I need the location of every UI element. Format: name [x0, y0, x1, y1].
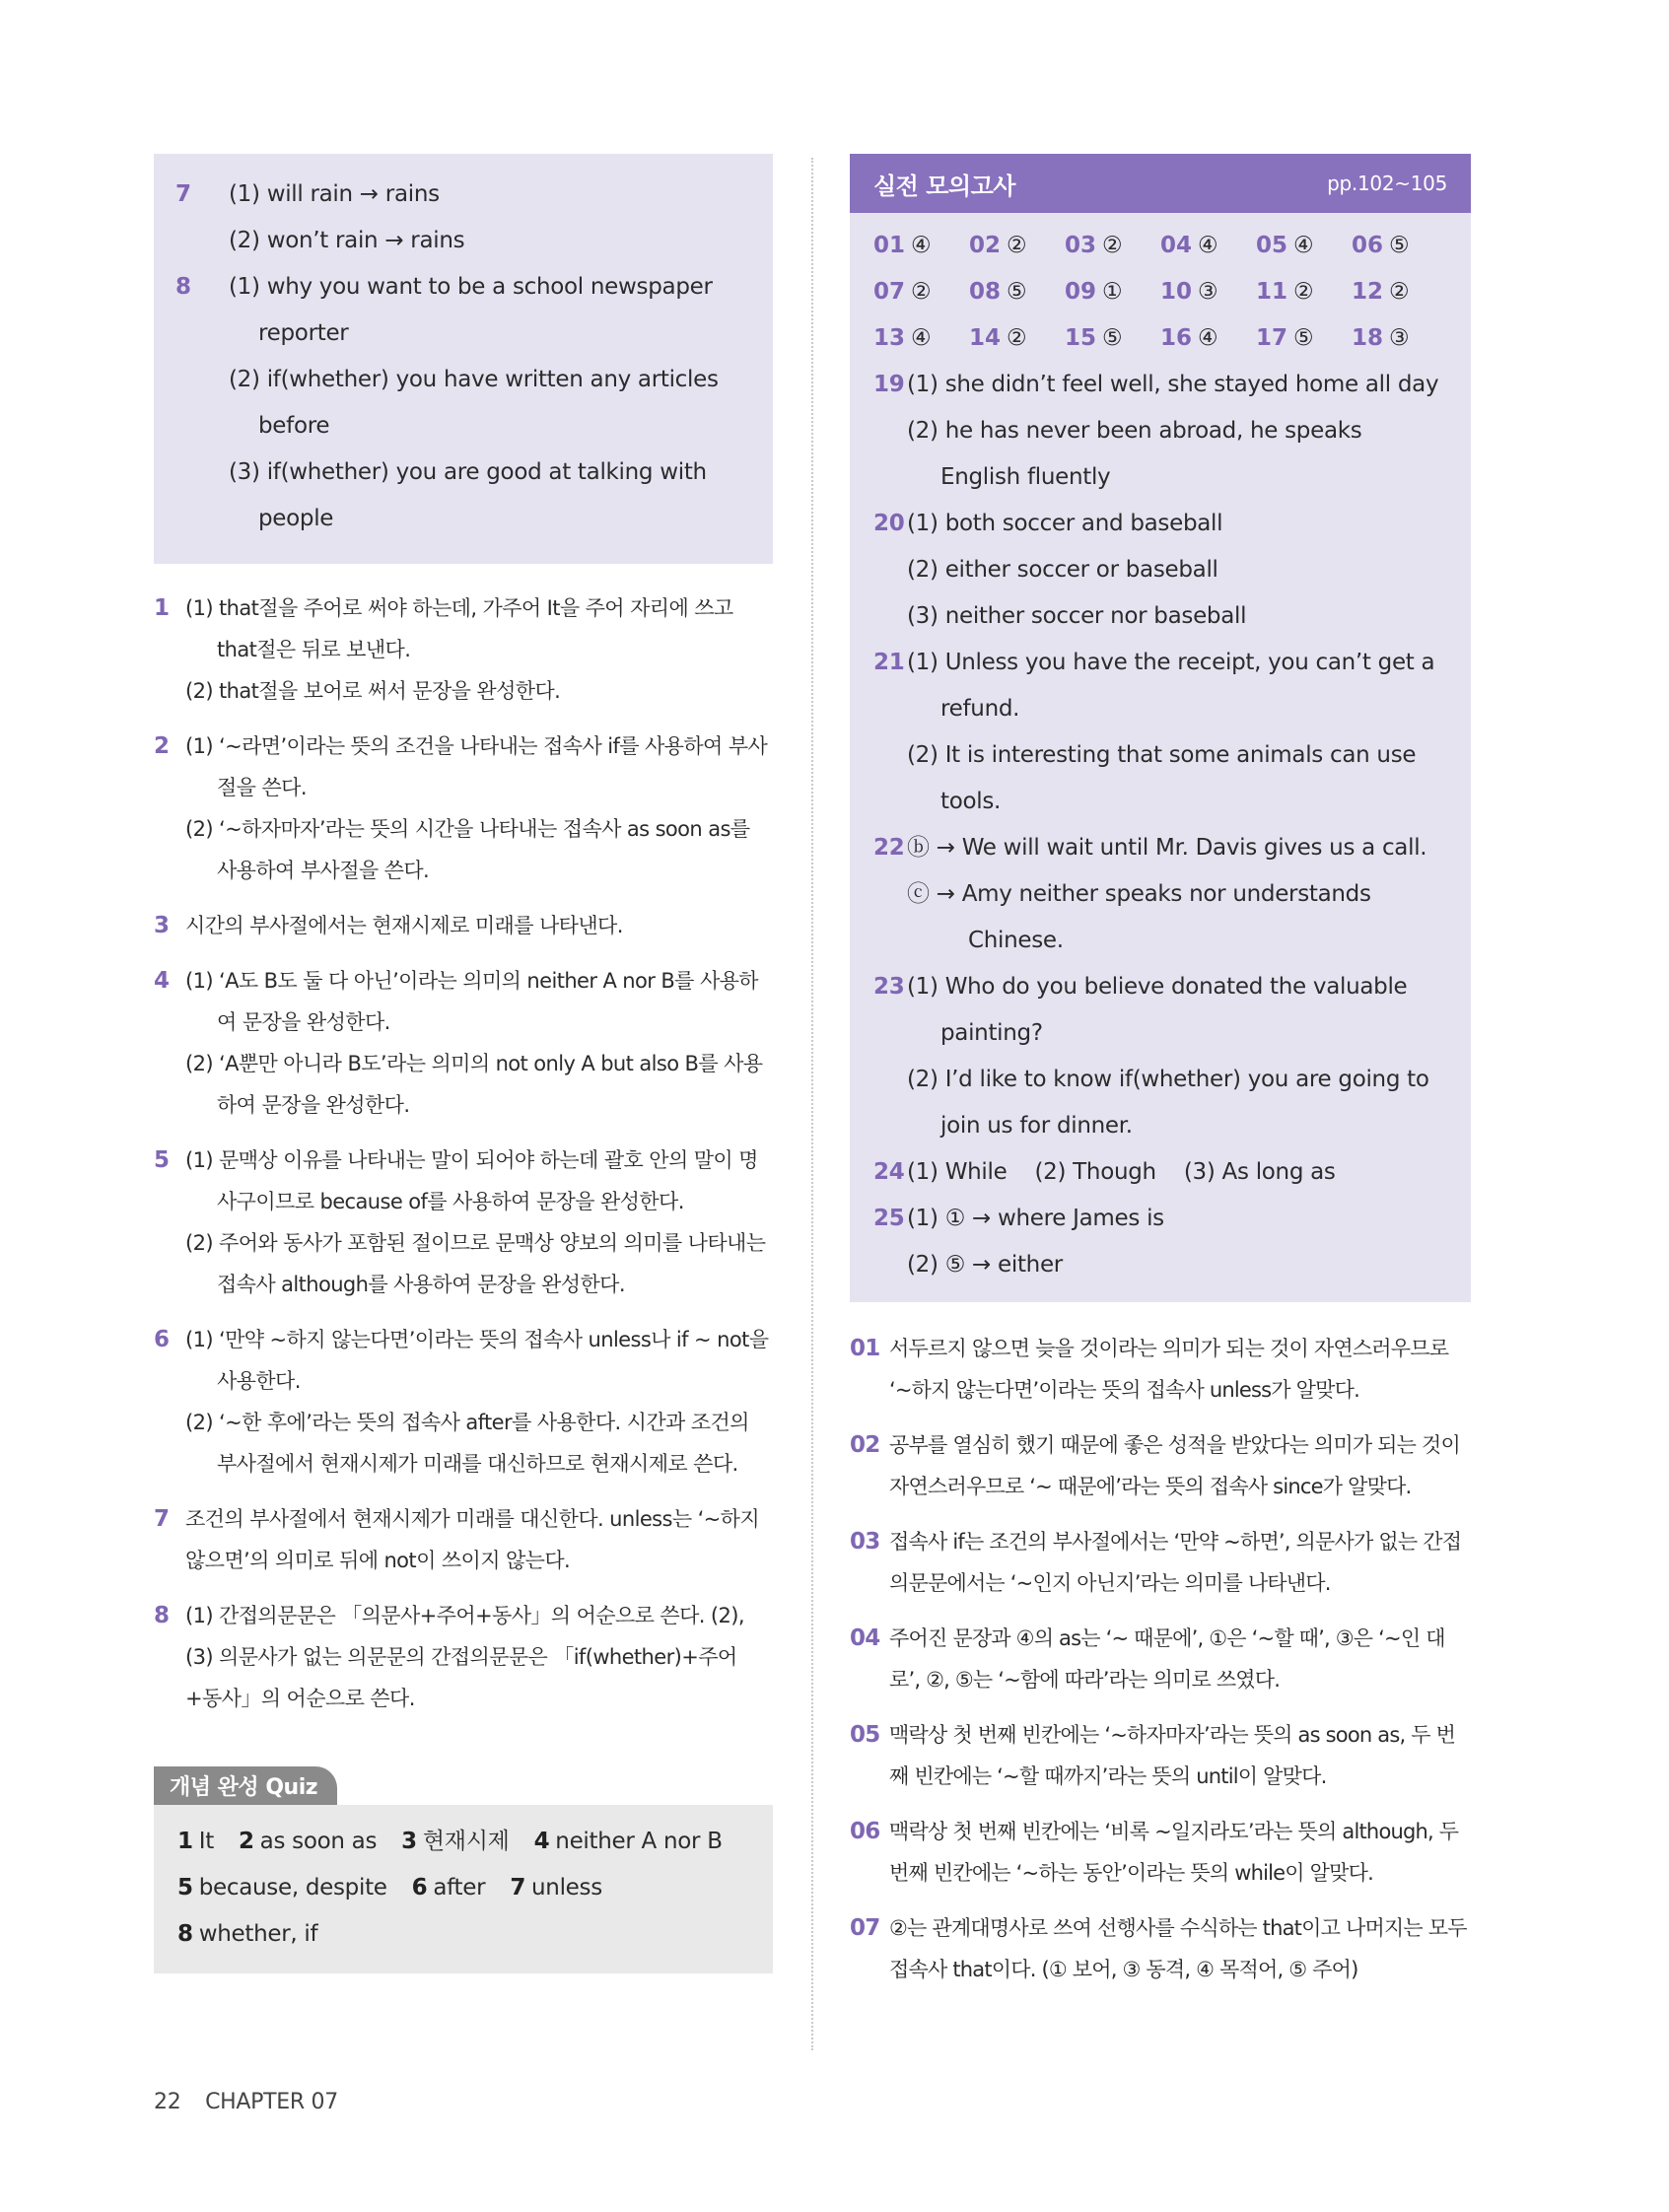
written-text: ⓒ → Amy neither speaks nor understands Chinese. [907, 881, 1371, 953]
explanation-text: (1) ‘만약 ~하지 않는다면’이라는 뜻의 접속사 unless나 if ~ not을 사용한다. [185, 1328, 769, 1393]
mc-answer: 10 ③ [1160, 279, 1218, 305]
explanation-item [850, 1811, 1471, 1894]
quiz-row [177, 1865, 749, 1958]
explanation-number: 4 [154, 968, 170, 994]
explanation-text: (1) 문맥상 이유를 나타내는 말이 되어야 하는데 괄호 안의 말이 명사구이므로 because of를 사용하여 문장을 완성한다. [185, 1148, 758, 1213]
written-text: (1) both soccer and baseball [907, 511, 1223, 536]
mc-answer: 04 ④ [1160, 233, 1218, 258]
mc-answer: 06 ⑤ [1352, 233, 1410, 258]
explanation-text: (2) ‘A뿐만 아니라 B도’라는 의미의 not only A but also B를 사용하여 문장을 완성한다. [185, 1052, 763, 1117]
written-text: (1) ① → where James is [907, 1206, 1164, 1231]
answer-sub: (1) will rain → rains [229, 181, 440, 207]
written-number: 20 [873, 511, 905, 536]
mc-answer: 17 ⑤ [1256, 325, 1314, 351]
written-text: (2) he has never been abroad, he speaks English fluently [907, 418, 1362, 490]
explanation-number: 7 [154, 1506, 170, 1532]
exam-header [850, 154, 1471, 213]
explanation-number: 2 [154, 733, 170, 759]
written-text: ⓑ → We will wait until Mr. Davis gives us a call. [907, 835, 1427, 861]
written-text: (1) Who do you believe donated the valuable painting? [907, 974, 1408, 1046]
explanation-number: 01 [850, 1336, 880, 1361]
page-footer [154, 2090, 338, 2114]
answer-sub: (1) why you want to be a school newspaper reporter [229, 274, 713, 346]
column-divider [811, 158, 813, 2050]
exam-title: 실전 모의고사 [873, 172, 1015, 200]
explanation-text: 공부를 열심히 했기 때문에 좋은 성적을 받았다는 의미가 되는 것이 자연스러우므로 ‘~ 때문에’라는 뜻의 접속사 since가 알맞다. [889, 1433, 1460, 1498]
right-column [850, 154, 1471, 2004]
explanation-item [154, 905, 773, 946]
quiz-item: 6 after [411, 1875, 486, 1901]
explanation-item [154, 1498, 773, 1581]
written-text: (3) neither soccer nor baseball [907, 603, 1247, 629]
explanation-item [154, 588, 773, 712]
written-text: (1) she didn’t feel well, she stayed home all day [907, 372, 1439, 397]
explanation-text: 조건의 부사절에서 현재시제가 미래를 대신한다. unless는 ‘~하지 않으면’의 의미로 뒤에 not이 쓰이지 않는다. [185, 1507, 760, 1572]
explanation-item [154, 726, 773, 891]
explanation-text: ②는 관계대명사로 쓰여 선행사를 수식하는 that이고 나머지는 모두 접속사 that이다. (① 보어, ③ 동격, ④ 목적어, ⑤ 주어) [889, 1916, 1467, 1981]
explanation-item [850, 1424, 1471, 1507]
explanation-number: 02 [850, 1432, 880, 1458]
explanation-text: (2) ‘~하자마자’라는 뜻의 시간을 나타내는 접속사 as soon as를 사용하여 부사절을 쓴다. [185, 817, 750, 882]
explanation-text: 맥락상 첫 번째 빈칸에는 ‘비록 ~일지라도’라는 뜻의 although, 두 번째 빈칸에는 ‘~하는 동안’이라는 뜻의 while이 알맞다. [889, 1820, 1459, 1885]
written-text: (2) either soccer or baseball [907, 557, 1218, 583]
written-text: (2) ⑤ → either [907, 1252, 1063, 1278]
explanation-item [850, 1328, 1471, 1411]
page-number: 22 [154, 2090, 181, 2114]
quiz-item: 4 neither A nor B [533, 1829, 723, 1854]
quiz-item: 5 because, despite [177, 1875, 387, 1901]
written-number: 21 [873, 650, 905, 675]
chapter-label: CHAPTER 07 [205, 2090, 338, 2114]
written-answer [873, 1196, 1447, 1288]
answer-item [175, 172, 749, 264]
written-answer [873, 501, 1447, 640]
mc-answer: 09 ① [1065, 279, 1123, 305]
explanation-number: 05 [850, 1722, 880, 1748]
explanation-item [850, 1907, 1471, 1990]
explanation-text: (2) ‘~한 후에’라는 뜻의 접속사 after를 사용한다. 시간과 조건의 부사절에서 현재시제가 미래를 대신하므로 현재시제로 쓴다. [185, 1411, 749, 1476]
answer-box [154, 154, 773, 564]
answer-number: 7 [175, 181, 191, 207]
exam-answer-box [850, 154, 1471, 1302]
mc-answer: 03 ② [1065, 233, 1123, 258]
explanation-text: (1) ‘~라면’이라는 뜻의 조건을 나타내는 접속사 if를 사용하여 부사절을 쓴다. [185, 734, 768, 799]
explanation-number: 04 [850, 1625, 880, 1651]
written-answer [873, 640, 1447, 825]
explanation-number: 8 [154, 1603, 170, 1628]
written-text: (1) Unless you have the receipt, you can’t get a refund. [907, 650, 1435, 722]
exam-body [850, 213, 1471, 1302]
answer-sub: (2) if(whether) you have written any articles before [229, 367, 719, 439]
explanation-list [154, 588, 773, 1719]
mc-answer: 13 ④ [873, 325, 932, 351]
written-answer [873, 1149, 1447, 1196]
written-number: 19 [873, 372, 905, 397]
answer-sub: (2) won’t rain → rains [229, 228, 465, 253]
mc-answer: 11 ② [1256, 279, 1314, 305]
explanation-text: (1) 간접의문문은 「의문사+주어+동사」의 어순으로 쓴다. (2), (3) 의문사가 없는 의문문의 간접의문문은 「if(whether)+주어+동사」의 어순으로 쓴다. [185, 1604, 744, 1710]
explanation-item [850, 1714, 1471, 1797]
mc-answer: 18 ③ [1352, 325, 1410, 351]
explanation-number: 6 [154, 1327, 170, 1352]
explanation-text: 주어진 문장과 ④의 as는 ‘~ 때문에’, ①은 ‘~할 때’, ③은 ‘~인 대로’, ②, ⑤는 ‘~함에 따라’라는 의미로 쓰였다. [889, 1626, 1445, 1692]
explanation-number: 07 [850, 1915, 880, 1941]
mc-answer: 16 ④ [1160, 325, 1218, 351]
explanation-text: 시간의 부사절에서는 현재시제로 미래를 나타낸다. [185, 914, 623, 937]
right-explanation-list [850, 1328, 1471, 1990]
quiz-item: 8 whether, if [177, 1921, 318, 1947]
explanation-item [850, 1521, 1471, 1604]
answer-sub: (3) if(whether) you are good at talking with people [229, 459, 707, 531]
explanation-item [154, 1140, 773, 1305]
written-text: (2) I’d like to know if(whether) you are going to join us for dinner. [907, 1067, 1429, 1139]
explanation-item [154, 1595, 773, 1719]
explanation-item [154, 960, 773, 1126]
mc-answer: 14 ② [969, 325, 1027, 351]
quiz-item: 7 unless [510, 1875, 602, 1901]
quiz-item: 3 현재시제 [401, 1829, 510, 1854]
explanation-number: 5 [154, 1147, 170, 1173]
written-number: 24 [873, 1159, 905, 1185]
mc-answer: 02 ② [969, 233, 1027, 258]
explanation-text: (2) that절을 보어로 써서 문장을 완성한다. [185, 679, 561, 703]
written-number: 23 [873, 974, 905, 1000]
explanation-text: 접속사 if는 조건의 부사절에서는 ‘만약 ~하면’, 의문사가 없는 간접의문문에서는 ‘~인지 아닌지’라는 의미를 나타낸다. [889, 1530, 1462, 1595]
explanation-number: 03 [850, 1529, 880, 1555]
explanation-number: 1 [154, 595, 170, 621]
quiz-answers [154, 1805, 773, 1973]
written-number: 25 [873, 1206, 905, 1231]
explanation-item [850, 1618, 1471, 1700]
explanation-text: 맥락상 첫 번째 빈칸에는 ‘~하자마자’라는 뜻의 as soon as, 두 번째 빈칸에는 ‘~할 때까지’라는 뜻의 until이 알맞다. [889, 1723, 1456, 1788]
answer-item [175, 264, 749, 542]
written-answer [873, 964, 1447, 1149]
left-column [154, 154, 773, 1973]
written-text: (2) It is interesting that some animals can use tools. [907, 742, 1417, 814]
explanation-text: 서두르지 않으면 늦을 것이라는 의미가 되는 것이 자연스러우므로 ‘~하지 않는다면’이라는 뜻의 접속사 unless가 알맞다. [889, 1337, 1449, 1402]
mc-answer: 05 ④ [1256, 233, 1314, 258]
quiz-title: 개념 완성 Quiz [154, 1766, 337, 1805]
answer-number: 8 [175, 274, 191, 300]
multiple-choice-grid [873, 223, 1447, 362]
written-text: (1) While (2) Though (3) As long as [907, 1159, 1336, 1185]
written-answer [873, 362, 1447, 501]
written-number: 22 [873, 835, 905, 861]
explanation-number: 3 [154, 913, 170, 938]
explanation-text: (1) that절을 주어로 써야 하는데, 가주어 It을 주어 자리에 쓰고 that절은 뒤로 보낸다. [185, 596, 733, 661]
mc-answer: 08 ⑤ [969, 279, 1027, 305]
mc-answer: 15 ⑤ [1065, 325, 1123, 351]
explanation-item [154, 1319, 773, 1485]
quiz-item: 1 It [177, 1829, 214, 1854]
written-answer [873, 825, 1447, 964]
mc-answer: 01 ④ [873, 233, 932, 258]
explanation-text: (1) ‘A도 B도 둘 다 아닌’이라는 의미의 neither A nor B를 사용하여 문장을 완성한다. [185, 969, 758, 1034]
quiz-row [177, 1819, 749, 1865]
exam-pages: pp.102~105 [1327, 172, 1447, 195]
explanation-number: 06 [850, 1819, 880, 1844]
mc-answer: 07 ② [873, 279, 932, 305]
explanation-text: (2) 주어와 동사가 포함된 절이므로 문맥상 양보의 의미를 나타내는 접속사 although를 사용하여 문장을 완성한다. [185, 1231, 766, 1296]
mc-answer: 12 ② [1352, 279, 1410, 305]
quiz-item: 2 as soon as [238, 1829, 378, 1854]
